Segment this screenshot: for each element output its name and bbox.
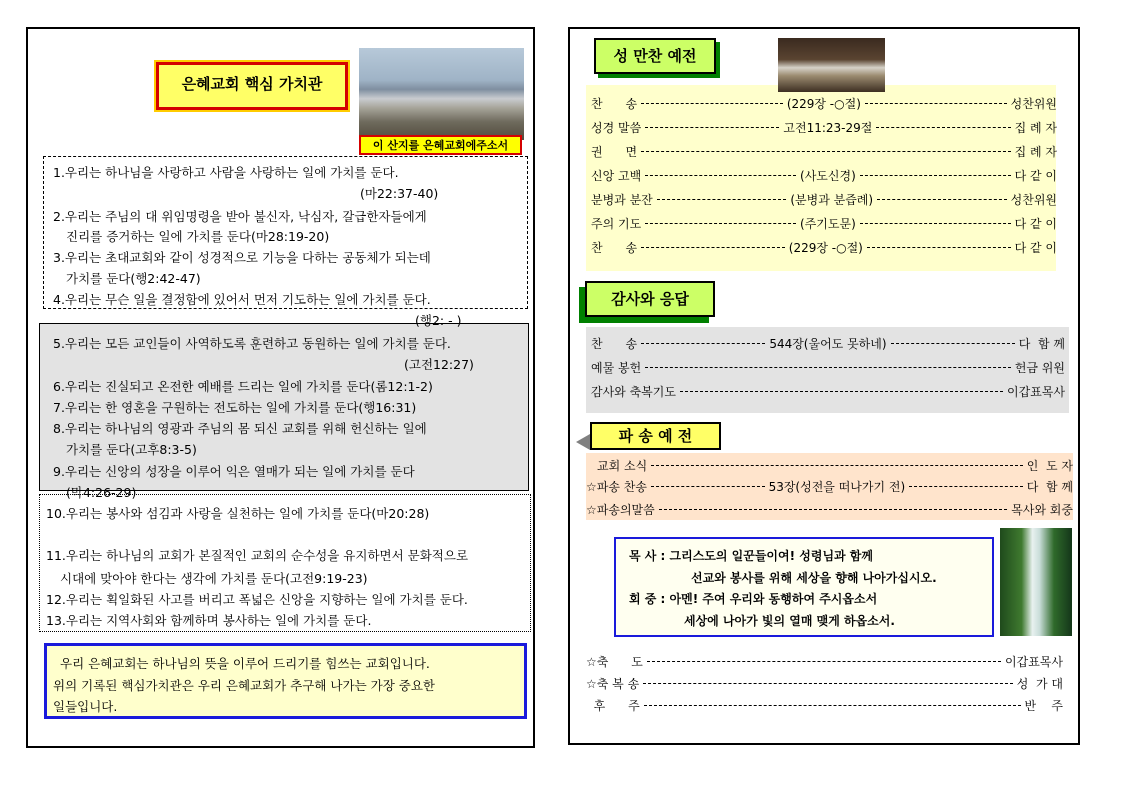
thanks-label: 예물 봉헌	[591, 360, 642, 375]
sending-detail: 53장(성전을 떠나가기 전)	[768, 479, 906, 494]
worship-role: 성찬위원	[1010, 96, 1057, 111]
dash-leader	[651, 465, 1023, 466]
dash-leader	[659, 509, 1008, 510]
value-line: 1.우리는 하나님을 사랑하고 사람을 사랑하는 일에 가치를 둔다.	[53, 165, 399, 180]
value-line: 가치를 둔다(고후8:3-5)	[66, 442, 197, 457]
waterfall-photo	[1000, 528, 1072, 636]
closing-label: ☆축 도	[586, 654, 643, 669]
dash-leader	[645, 127, 779, 128]
arrow-icon	[576, 434, 590, 450]
thanks-response-title: 감사와 응답	[585, 281, 715, 317]
worship-row	[591, 214, 1057, 232]
value-line: 5.우리는 모든 교인들이 사역하도록 훈련하고 동원하는 일에 가치를 둔다.	[53, 336, 451, 351]
dash-leader	[645, 367, 1011, 368]
thanks-role: 헌금 위원	[1014, 360, 1065, 375]
worship-role: 다 같 이	[1014, 240, 1057, 255]
thanks-row	[591, 382, 1065, 400]
thanks-role: 다 함 께	[1018, 336, 1066, 351]
sending-label: 교회 소식	[597, 458, 648, 473]
sending-label: ☆파송의말씀	[586, 502, 655, 517]
worship-row	[591, 166, 1057, 184]
worship-label: 주의 기도	[591, 216, 642, 231]
sending-worship-title: 파 송 예 전	[590, 422, 721, 450]
worship-row	[591, 118, 1057, 136]
sending-label: ☆파송 찬송	[586, 479, 647, 494]
value-line: 2.우리는 주님의 대 위임명령을 받아 불신자, 낙심자, 갈급한자들에게	[53, 209, 427, 224]
value-line: 8.우리는 하나님의 영광과 주님의 몸 되신 교회를 위해 헌신하는 일에	[53, 421, 427, 436]
dash-leader	[860, 175, 1011, 176]
thanks-row	[591, 334, 1065, 352]
worship-role: 다 같 이	[1014, 168, 1058, 183]
worship-role: 다 같 이	[1014, 216, 1058, 231]
sending-row	[597, 456, 1073, 474]
worship-role: 집 례 자	[1014, 120, 1057, 135]
communion-worship-title: 성 만찬 예전	[594, 38, 716, 74]
value-line: 진리를 증거하는 일에 가치를 둔다(마28:19-20)	[66, 229, 330, 244]
value-line: 7.우리는 한 영혼을 구원하는 전도하는 일에 가치를 둔다(행16:31)	[53, 400, 417, 415]
worship-label: 신앙 고백	[591, 168, 642, 183]
benediction-line: 세상에 나아가 빛의 열매 맺게 하옵소서.	[684, 614, 895, 628]
sending-role: 다 함 께	[1026, 479, 1073, 494]
worship-label: 성경 말씀	[591, 120, 642, 135]
dash-leader	[860, 223, 1011, 224]
dash-leader	[641, 103, 783, 104]
value-line: 시대에 맞아야 한다는 생각에 가치를 둔다(고전9:19-23)	[60, 571, 368, 586]
value-line: 3.우리는 초대교회와 같이 성경적으로 기능을 다하는 공동체가 되는데	[53, 250, 431, 265]
value-line: 11.우리는 하나님의 교회가 본질적인 교회의 순수성을 유지하면서 문화적으로	[46, 548, 469, 563]
last-supper-image	[778, 38, 885, 92]
worship-detail: (분병과 분즙례)	[790, 192, 874, 207]
thanks-row	[591, 358, 1065, 376]
benediction-line: 선교와 봉사를 위해 세상을 향해 나아가십시오.	[691, 571, 937, 585]
thanks-label: 찬 송	[591, 336, 638, 351]
dash-leader	[680, 391, 1003, 392]
worship-row	[591, 142, 1057, 160]
thanks-role: 이갑표목사	[1007, 384, 1065, 399]
closing-role: 반 주	[1024, 698, 1063, 713]
closing-row	[586, 674, 1063, 692]
closing-line: 일들입니다.	[53, 699, 118, 714]
dash-leader	[877, 199, 1007, 200]
dash-leader	[657, 199, 787, 200]
value-line: 10.우리는 봉사와 섬김과 사랑을 실천하는 일에 가치를 둔다(마20:28)	[46, 506, 430, 521]
dash-leader	[641, 247, 785, 248]
sending-role: 목사와 회중	[1011, 502, 1073, 517]
closing-line: 위의 기록된 핵심가치관은 우리 은혜교회가 추구해 나가는 가장 중요한	[53, 678, 435, 693]
closing-label: 후 주	[586, 698, 640, 713]
worship-row	[591, 94, 1057, 112]
worship-label: 분병과 분잔	[591, 192, 653, 207]
worship-detail: (주기도문)	[800, 216, 856, 231]
dash-leader	[641, 343, 765, 344]
worship-detail: (229장 -○절)	[786, 96, 861, 111]
closing-role: 성 가 대	[1016, 676, 1063, 691]
value-line: 9.우리는 신앙의 성장을 이루어 익은 열매가 되는 일에 가치를 둔다	[53, 464, 415, 479]
worship-detail: 고전11:23-29절	[783, 120, 873, 135]
core-values-title: 은혜교회 핵심 가치관	[156, 62, 348, 110]
value-line: (고전12:27)	[404, 357, 474, 372]
closing-role: 이갑표목사	[1005, 654, 1063, 669]
thanks-label: 감사와 축복기도	[591, 384, 676, 399]
value-line: (행2: - )	[415, 313, 462, 328]
dash-leader	[643, 683, 1013, 684]
closing-row	[586, 652, 1063, 670]
worship-label: 찬 송	[591, 96, 638, 111]
worship-row	[591, 190, 1057, 208]
dash-leader	[891, 343, 1015, 344]
closing-line: 우리 은혜교회는 하나님의 뜻을 이루어 드리기를 힘쓰는 교회입니다.	[60, 656, 430, 671]
dash-leader	[651, 486, 765, 487]
thanks-detail: 544장(울어도 못하네)	[769, 336, 887, 351]
dash-leader	[909, 486, 1023, 487]
sending-row	[586, 477, 1073, 495]
closing-label: ☆축 복 송	[586, 676, 640, 691]
worship-row	[591, 238, 1057, 256]
dash-leader	[867, 247, 1011, 248]
dash-leader	[645, 175, 796, 176]
dash-leader	[647, 661, 1001, 662]
value-line: 12.우리는 획일화된 사고를 버리고 폭넓은 신앙을 지향하는 일에 가치를 둔다.	[46, 592, 468, 607]
worship-role: 성찬위원	[1010, 192, 1058, 207]
dash-leader	[644, 705, 1021, 706]
value-line: (마22:37-40)	[360, 186, 439, 201]
sending-role: 인 도 자	[1026, 458, 1073, 473]
value-line: 4.우리는 무슨 일을 결정함에 있어서 먼저 기도하는 일에 가치를 둔다.	[53, 292, 431, 307]
closing-row	[586, 696, 1063, 714]
worship-detail: (229장 -○절)	[788, 240, 863, 255]
dash-leader	[876, 127, 1010, 128]
worship-role: 집 례 자	[1014, 144, 1057, 159]
benediction-line: 목 사 : 그리스도의 일꾼들이여! 성령님과 함께	[629, 549, 873, 563]
value-line: (막4:26-29)	[66, 485, 137, 500]
benediction-line: 회 중 : 아멘! 주여 우리와 동행하여 주시옵소서	[629, 592, 878, 606]
worship-label: 찬 송	[591, 240, 638, 255]
value-line: 가치를 둔다(행2:42-47)	[66, 271, 201, 286]
mountain-photo	[359, 48, 524, 140]
dash-leader	[645, 223, 796, 224]
dash-leader	[865, 103, 1007, 104]
worship-detail: (사도신경)	[800, 168, 856, 183]
photo-caption: 이 산지를 은혜교회에주소서	[359, 135, 522, 155]
dash-leader	[641, 151, 1011, 152]
value-line: 6.우리는 진실되고 온전한 예배를 드리는 일에 가치를 둔다(롬12:1-2)	[53, 379, 433, 394]
value-line: 13.우리는 지역사회와 함께하며 봉사하는 일에 가치를 둔다.	[46, 613, 372, 628]
worship-label: 권 면	[591, 144, 638, 159]
sending-row	[586, 500, 1073, 518]
